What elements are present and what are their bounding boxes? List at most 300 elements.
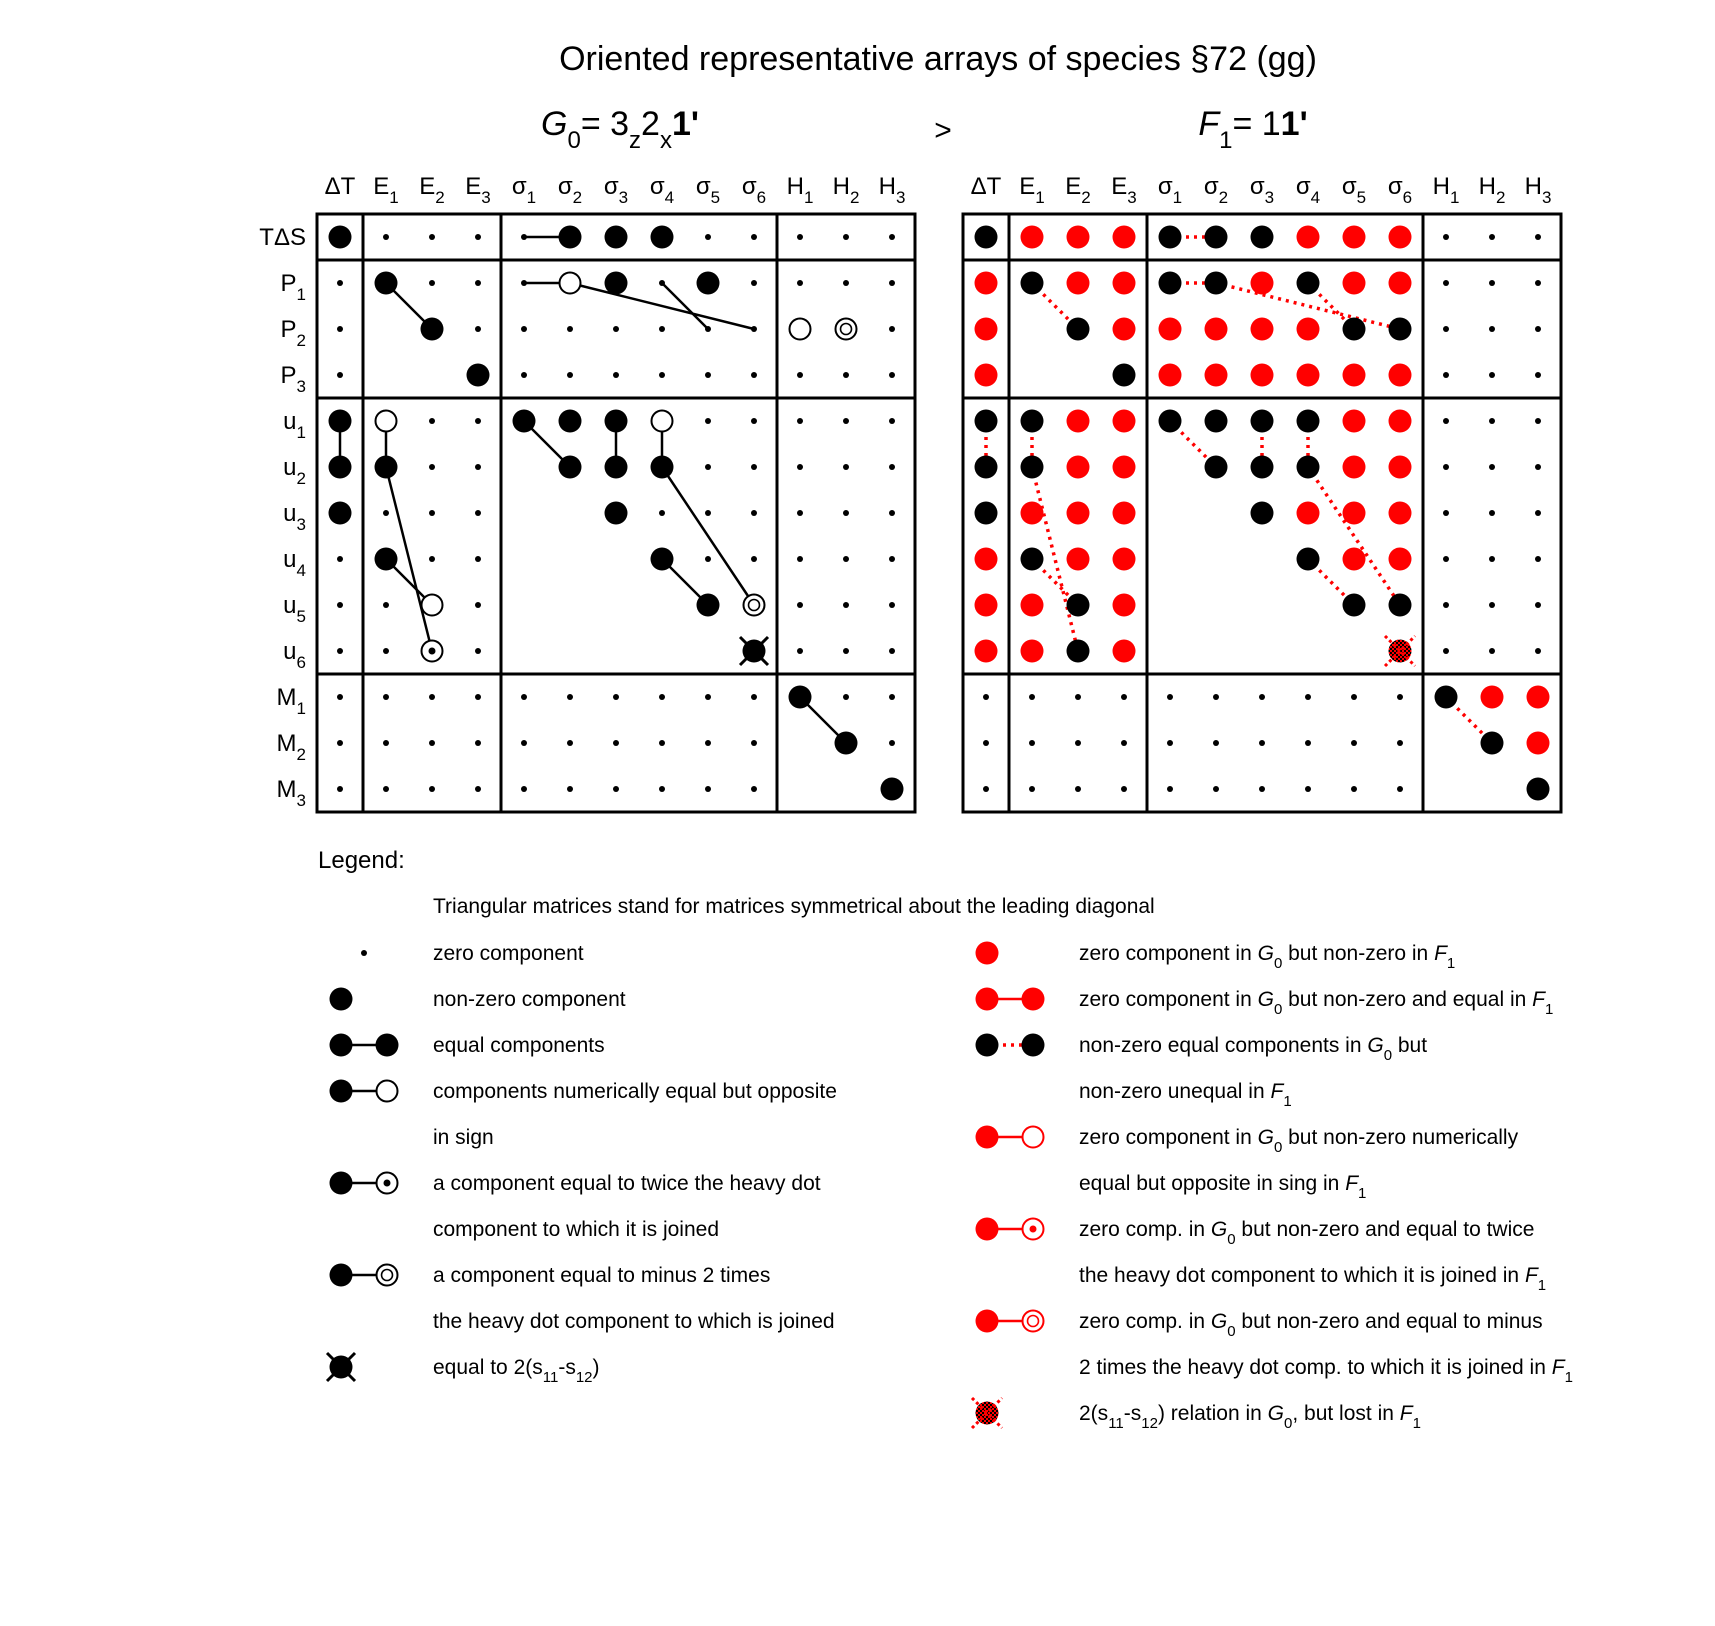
zero-dot	[797, 234, 803, 240]
nonzero-dot	[376, 1034, 399, 1057]
row-header-u5: $u_5$	[283, 592, 306, 626]
zero-dot	[337, 602, 343, 608]
zero-dot	[797, 464, 803, 470]
zero-dot	[429, 556, 435, 562]
red-dot	[1343, 410, 1366, 433]
zero-dot	[1535, 326, 1541, 332]
column-header-σ2: $\sigma_2$	[1203, 173, 1229, 207]
zero-dot	[705, 694, 711, 700]
zero-dot	[429, 280, 435, 286]
row-header-M2: $M_2$	[276, 730, 306, 764]
column-header-E2: $E_2$	[419, 173, 445, 207]
legend-text: equal to $2(s_{11}-s_{12})$	[433, 1356, 600, 1386]
column-header-σ1: $\sigma_1$	[511, 173, 537, 207]
zero-dot	[337, 280, 343, 286]
legend-text: the heavy dot component to which it is joined in $F_1$	[1079, 1264, 1547, 1294]
nonzero-dot	[330, 1034, 353, 1057]
zero-dot	[889, 694, 895, 700]
zero-dot	[705, 786, 711, 792]
zero-dot	[1305, 740, 1311, 746]
zero-dot	[1489, 280, 1495, 286]
zero-dot	[1167, 786, 1173, 792]
red-dot	[1205, 318, 1228, 341]
zero-dot	[1121, 786, 1127, 792]
nonzero-dot	[651, 226, 674, 249]
zero-dot	[751, 740, 757, 746]
minus-two-dot-inner	[841, 324, 852, 335]
red-dot	[1113, 502, 1136, 525]
zero-dot	[797, 602, 803, 608]
zero-dot	[429, 740, 435, 746]
nonzero-dot	[1205, 456, 1228, 479]
zero-dot	[521, 280, 527, 286]
zero-dot	[383, 648, 389, 654]
red-dot	[1343, 272, 1366, 295]
zero-dot	[983, 694, 989, 700]
zero-dot	[429, 786, 435, 792]
red-dot	[1159, 364, 1182, 387]
zero-dot	[475, 556, 481, 562]
row-header-u1: $u_1$	[283, 408, 306, 442]
red-dot	[1389, 364, 1412, 387]
nonzero-dot	[1067, 640, 1090, 663]
legend-text: in sign	[433, 1126, 494, 1149]
zero-dot	[1397, 786, 1403, 792]
nonzero-dot	[329, 456, 352, 479]
zero-dot	[1535, 372, 1541, 378]
nonzero-dot	[1343, 318, 1366, 341]
zero-dot	[1443, 234, 1449, 240]
nonzero-dot	[651, 456, 674, 479]
row-header-u4: $u_4$	[283, 546, 306, 580]
opposite-dot	[1023, 1127, 1044, 1148]
red-dot	[1343, 548, 1366, 571]
zero-dot	[1075, 740, 1081, 746]
zero-dot	[843, 556, 849, 562]
zero-dot	[1535, 280, 1541, 286]
zero-dot	[613, 786, 619, 792]
column-header-E1: $E_1$	[1019, 173, 1045, 207]
minus-two-dot-inner	[749, 600, 760, 611]
red-dot	[1113, 456, 1136, 479]
legend-text: zero comp. in $G_0$ but non-zero and equal to twice	[1079, 1218, 1535, 1248]
zero-dot	[751, 372, 757, 378]
row-header-M1: $M_1$	[276, 684, 306, 718]
red-dot	[1343, 502, 1366, 525]
zero-dot	[751, 464, 757, 470]
red-dot	[975, 640, 998, 663]
zero-dot	[1443, 648, 1449, 654]
nonzero-dot	[1527, 778, 1550, 801]
nonzero-dot	[1021, 272, 1044, 295]
zero-dot	[383, 234, 389, 240]
zero-dot	[889, 464, 895, 470]
red-dot	[975, 548, 998, 571]
column-header-E1: $E_1$	[373, 173, 399, 207]
legend-text: non-zero component	[433, 988, 626, 1011]
twice-dot-center	[429, 648, 436, 655]
zero-dot	[797, 280, 803, 286]
zero-dot	[613, 372, 619, 378]
red-dot	[1067, 410, 1090, 433]
red-dot	[1527, 732, 1550, 755]
row-header-P1: $P_1$	[280, 270, 306, 304]
zero-dot	[521, 234, 527, 240]
nonzero-dot	[1067, 594, 1090, 617]
twice-dot-center	[1030, 1226, 1037, 1233]
zero-dot	[797, 556, 803, 562]
nonzero-dot	[330, 988, 353, 1011]
zero-dot	[1397, 694, 1403, 700]
nonzero-dot	[697, 594, 720, 617]
zero-dot	[1075, 694, 1081, 700]
red-dot	[1113, 548, 1136, 571]
legend-note: Triangular matrices stand for matrices symmetrical about the leading diagonal	[433, 895, 1155, 918]
nonzero-dot	[1251, 226, 1274, 249]
diagram-title: Oriented representative arrays of species §72 (gg)	[559, 40, 1317, 78]
zero-dot	[567, 372, 573, 378]
zero-dot	[1443, 556, 1449, 562]
zero-dot	[843, 602, 849, 608]
zero-dot	[567, 740, 573, 746]
nonzero-dot	[1389, 594, 1412, 617]
red-dot	[1021, 226, 1044, 249]
red-dot	[1481, 686, 1504, 709]
column-header-H1: $H_1$	[786, 173, 814, 207]
zero-dot	[1029, 786, 1035, 792]
zero-dot	[1535, 648, 1541, 654]
zero-dot	[659, 786, 665, 792]
zero-dot	[1259, 786, 1265, 792]
zero-dot	[567, 326, 573, 332]
column-header-E2: $E_2$	[1065, 173, 1091, 207]
zero-dot	[843, 280, 849, 286]
zero-dot	[889, 740, 895, 746]
legend-heading: Legend:	[318, 847, 405, 874]
zero-dot	[1535, 418, 1541, 424]
zero-dot	[1121, 740, 1127, 746]
group-label-text: $F_1= 11'$	[1198, 105, 1308, 154]
nonzero-dot	[1297, 456, 1320, 479]
zero-dot	[797, 648, 803, 654]
red-dot	[1021, 594, 1044, 617]
zero-dot	[889, 556, 895, 562]
minus-two-dot-inner	[1028, 1316, 1039, 1327]
nonzero-dot	[375, 548, 398, 571]
nonzero-dot	[330, 1264, 353, 1287]
zero-dot	[361, 950, 367, 956]
nonzero-dot	[375, 456, 398, 479]
zero-dot	[889, 418, 895, 424]
red-dot	[1297, 364, 1320, 387]
zero-dot	[659, 280, 665, 286]
nonzero-dot	[330, 1080, 353, 1103]
column-header-σ3: $\sigma_3$	[1249, 173, 1275, 207]
red-dot	[1113, 318, 1136, 341]
column-header-σ4: $\sigma_4$	[649, 173, 675, 207]
red-dot	[1022, 988, 1045, 1011]
zero-dot	[1305, 786, 1311, 792]
zero-dot	[843, 464, 849, 470]
zero-dot	[521, 786, 527, 792]
zero-dot	[1489, 648, 1495, 654]
zero-dot	[475, 602, 481, 608]
nonzero-dot	[975, 502, 998, 525]
legend-text: the heavy dot component to which is joined	[433, 1310, 835, 1333]
zero-dot	[521, 694, 527, 700]
legend-text: zero component in $G_0$ but non-zero numerically	[1079, 1126, 1519, 1156]
twice-dot-center	[384, 1180, 391, 1187]
red-dot	[1389, 502, 1412, 525]
row-header-u2: $u_2$	[283, 454, 306, 488]
nonzero-dot	[1021, 456, 1044, 479]
nonzero-dot	[975, 226, 998, 249]
zero-dot	[1029, 740, 1035, 746]
opposite-dot	[560, 273, 581, 294]
nonzero-dot	[789, 686, 812, 709]
zero-dot	[1443, 602, 1449, 608]
row-header-M3: $M_3$	[276, 776, 306, 810]
nonzero-dot	[1389, 318, 1412, 341]
zero-dot	[1489, 602, 1495, 608]
zero-dot	[337, 326, 343, 332]
legend-text: components numerically equal but opposite	[433, 1080, 837, 1103]
nonzero-dot	[1067, 318, 1090, 341]
zero-dot	[843, 510, 849, 516]
zero-dot	[1167, 694, 1173, 700]
nonzero-dot	[1021, 548, 1044, 571]
zero-dot	[337, 556, 343, 562]
zero-dot	[843, 234, 849, 240]
zero-dot	[1397, 740, 1403, 746]
column-header-H2: $H_2$	[1478, 173, 1506, 207]
opposite-dot	[422, 595, 443, 616]
nonzero-dot	[513, 410, 536, 433]
column-header-H3: $H_3$	[878, 173, 906, 207]
zero-dot	[383, 510, 389, 516]
zero-dot	[475, 418, 481, 424]
nonzero-dot	[976, 1034, 999, 1057]
red-dot	[1297, 502, 1320, 525]
zero-dot	[475, 326, 481, 332]
zero-dot	[1535, 510, 1541, 516]
column-header-σ1: $\sigma_1$	[1157, 173, 1183, 207]
minus-two-dot-inner	[382, 1270, 393, 1281]
opposite-dot	[376, 411, 397, 432]
zero-dot	[1167, 740, 1173, 746]
nonzero-dot	[1297, 548, 1320, 571]
zero-dot	[705, 510, 711, 516]
zero-dot	[429, 464, 435, 470]
zero-dot	[475, 510, 481, 516]
nonzero-dot	[975, 456, 998, 479]
zero-dot	[337, 786, 343, 792]
red-dot	[1527, 686, 1550, 709]
column-header-E3: $E_3$	[1111, 173, 1137, 207]
red-dot	[1113, 594, 1136, 617]
legend-text: 2 times the heavy dot comp. to which it is joined in $F_1$	[1079, 1356, 1573, 1386]
zero-dot	[843, 418, 849, 424]
legend-text: component to which it is joined	[433, 1218, 719, 1241]
zero-dot	[567, 786, 573, 792]
legend-text: zero component	[433, 942, 584, 965]
column-header-H2: $H_2$	[832, 173, 860, 207]
nonzero-dot	[1205, 272, 1228, 295]
zero-dot	[659, 326, 665, 332]
nonzero-dot	[1022, 1034, 1045, 1057]
zero-dot	[889, 372, 895, 378]
zero-dot	[1351, 786, 1357, 792]
red-dot	[1343, 456, 1366, 479]
legend-text: a component equal to minus 2 times	[433, 1264, 771, 1287]
zero-dot	[613, 326, 619, 332]
zero-dot	[429, 234, 435, 240]
red-dot	[1067, 456, 1090, 479]
zero-dot	[1443, 464, 1449, 470]
zero-dot	[751, 694, 757, 700]
red-dot	[1113, 226, 1136, 249]
zero-dot	[383, 602, 389, 608]
red-dot	[1159, 318, 1182, 341]
nonzero-dot	[1435, 686, 1458, 709]
nonzero-dot	[605, 272, 628, 295]
red-dot	[1297, 226, 1320, 249]
zero-dot	[1535, 464, 1541, 470]
zero-dot	[889, 602, 895, 608]
zero-dot	[751, 418, 757, 424]
zero-dot	[1121, 694, 1127, 700]
zero-dot	[843, 694, 849, 700]
zero-dot	[521, 740, 527, 746]
zero-dot	[475, 464, 481, 470]
zero-dot	[1443, 510, 1449, 516]
zero-dot	[751, 326, 757, 332]
nonzero-dot	[1251, 410, 1274, 433]
zero-dot	[1489, 510, 1495, 516]
zero-dot	[705, 464, 711, 470]
zero-dot	[475, 786, 481, 792]
nonzero-dot	[835, 732, 858, 755]
column-header-σ2: $\sigma_2$	[557, 173, 583, 207]
zero-dot	[659, 510, 665, 516]
nonzero-dot	[605, 410, 628, 433]
red-dot	[976, 1126, 999, 1149]
red-dot	[975, 364, 998, 387]
zero-dot	[797, 510, 803, 516]
group-label-text: $G_0= 3_z2_x1'$	[541, 105, 699, 154]
column-header-H3: $H_3$	[1524, 173, 1552, 207]
nonzero-dot	[1297, 410, 1320, 433]
zero-dot	[705, 556, 711, 562]
legend-text: equal components	[433, 1034, 605, 1057]
zero-dot	[429, 510, 435, 516]
nonzero-dot	[559, 456, 582, 479]
zero-dot	[1443, 418, 1449, 424]
column-header-σ3: $\sigma_3$	[603, 173, 629, 207]
zero-dot	[705, 372, 711, 378]
legend-text: non-zero unequal in $F_1$	[1079, 1080, 1292, 1110]
red-dot	[1113, 410, 1136, 433]
zero-dot	[1489, 326, 1495, 332]
zero-dot	[1443, 280, 1449, 286]
nonzero-dot	[1343, 594, 1366, 617]
opposite-dot	[652, 411, 673, 432]
column-header-σ6: $\sigma_6$	[1387, 173, 1413, 207]
zero-dot	[383, 694, 389, 700]
zero-dot	[1029, 694, 1035, 700]
zero-dot	[521, 372, 527, 378]
zero-dot	[521, 326, 527, 332]
zero-dot	[659, 372, 665, 378]
zero-dot	[797, 372, 803, 378]
zero-dot	[1351, 740, 1357, 746]
red-dot	[1067, 502, 1090, 525]
zero-dot	[751, 510, 757, 516]
red-dot	[976, 988, 999, 1011]
zero-dot	[983, 786, 989, 792]
zero-dot	[1351, 694, 1357, 700]
nonzero-dot	[329, 410, 352, 433]
nonzero-dot	[329, 226, 352, 249]
red-dot	[1343, 364, 1366, 387]
nonzero-dot	[330, 1172, 353, 1195]
zero-dot	[659, 740, 665, 746]
nonzero-dot	[559, 226, 582, 249]
legend-text: equal but opposite in sing in $F_1$	[1079, 1172, 1367, 1202]
red-dot	[975, 594, 998, 617]
zero-dot	[383, 786, 389, 792]
nonzero-dot	[1481, 732, 1504, 755]
zero-dot	[843, 372, 849, 378]
zero-dot	[705, 234, 711, 240]
nonzero-dot	[605, 226, 628, 249]
nonzero-dot	[1159, 410, 1182, 433]
zero-dot	[843, 648, 849, 654]
red-dot	[1389, 272, 1412, 295]
zero-dot	[567, 694, 573, 700]
nonzero-dot	[467, 364, 490, 387]
zero-dot	[1489, 556, 1495, 562]
red-dot	[1113, 272, 1136, 295]
red-dot	[975, 318, 998, 341]
zero-dot	[1075, 786, 1081, 792]
zero-dot	[475, 280, 481, 286]
zero-dot	[889, 234, 895, 240]
legend-text: $2(s_{11}-s_{12})$ relation in $G_0$, but lost in $F_1$	[1079, 1402, 1421, 1432]
zero-dot	[1213, 694, 1219, 700]
row-header-u3: $u_3$	[283, 500, 306, 534]
nonzero-dot	[1113, 364, 1136, 387]
zero-dot	[475, 694, 481, 700]
nonzero-dot	[421, 318, 444, 341]
zero-dot	[475, 740, 481, 746]
nonzero-dot	[559, 410, 582, 433]
red-dot	[975, 272, 998, 295]
zero-dot	[751, 234, 757, 240]
red-dot	[1389, 410, 1412, 433]
zero-dot	[889, 280, 895, 286]
zero-dot	[337, 694, 343, 700]
zero-dot	[1489, 234, 1495, 240]
row-header-P2: $P_2$	[280, 316, 306, 350]
legend-text: zero component in $G_0$ but non-zero and equal in $F_1$	[1079, 988, 1554, 1018]
row-header-P3: $P_3$	[280, 362, 306, 396]
zero-dot	[1489, 418, 1495, 424]
nonzero-dot	[605, 456, 628, 479]
group-relation-symbol: >	[934, 114, 952, 147]
zero-dot	[337, 648, 343, 654]
zero-dot	[705, 418, 711, 424]
